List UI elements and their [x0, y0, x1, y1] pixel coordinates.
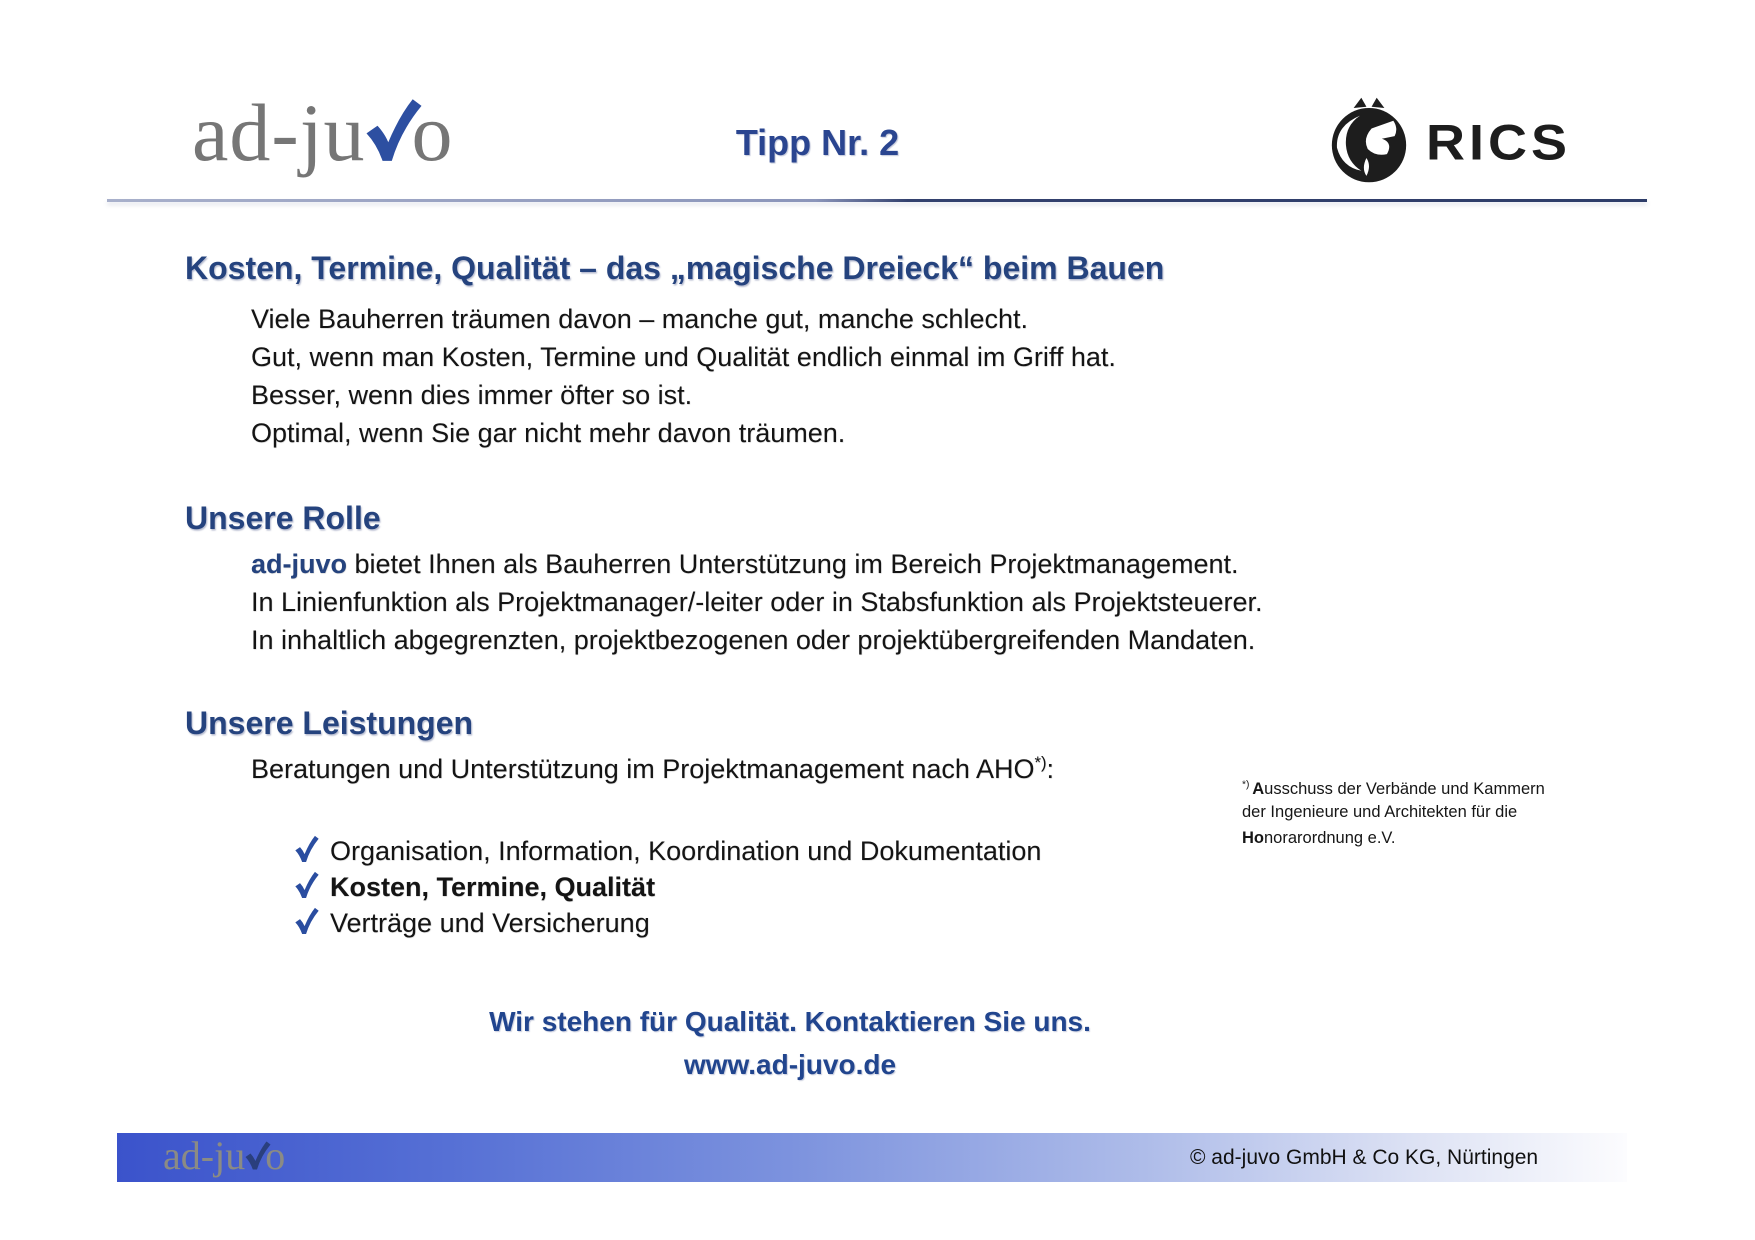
section-heading-triangle: Kosten, Termine, Qualität – das „magische Dreieck“ beim Bauen: [185, 250, 1165, 286]
header-divider: [107, 199, 1647, 202]
paragraph-line: Viele Bauherren träumen davon – manche gut, manche schlecht.: [251, 304, 1028, 334]
paragraph-line: Optimal, wenn Sie gar nicht mehr davon träumen.: [251, 418, 846, 448]
checkmark-icon: [293, 869, 321, 907]
adjuvo-logo-text-left: ad-ju: [192, 87, 366, 178]
section-heading-role: Unsere Rolle: [185, 500, 381, 536]
services-checklist: [293, 833, 1041, 941]
section-heading-services: Unsere Leistungen: [185, 705, 474, 741]
role-paragraph: [251, 545, 1263, 659]
rics-lion-icon: [1328, 96, 1410, 189]
copyright-text: © ad-juvo GmbH & Co KG, Nürtingen: [1190, 1146, 1539, 1169]
checklist-item-label: Verträge und Versicherung: [330, 907, 650, 938]
checkmark-icon: [293, 833, 321, 871]
contact-cta: [0, 1000, 1580, 1086]
paragraph-line: ad-juvo bietet Ihnen als Bauherren Unterstützung im Bereich Projektmanagement.: [251, 549, 1239, 579]
footnote-marker: *): [1034, 753, 1047, 772]
page-title: Tipp Nr. 2: [735, 122, 900, 163]
rics-wordmark: RICS: [1426, 114, 1572, 171]
rics-logo: [1328, 96, 1571, 189]
footnote-line: Honorarordnung e.V.: [1242, 829, 1396, 847]
paragraph-line: Besser, wenn dies immer öfter so ist.: [251, 380, 693, 410]
footnote-line: *) Ausschuss der Verbände und Kammern: [1242, 779, 1545, 798]
checklist-item: [293, 833, 1041, 869]
adjuvo-logo-text-right: o: [411, 87, 454, 178]
paragraph-line: In inhaltlich abgegrenzten, projektbezogenen oder projektübergreifenden Mandaten.: [251, 625, 1256, 655]
checklist-item: [293, 869, 1041, 905]
brand-name-inline: ad-juvo: [251, 549, 348, 579]
checklist-item: [293, 905, 1041, 941]
paragraph-line: In Linienfunktion als Projektmanager/-leiter oder in Stabsfunktion als Projektsteuerer.: [251, 587, 1263, 617]
adjuvo-check-icon: [361, 92, 427, 180]
services-intro: Beratungen und Unterstützung im Projektmanagement nach AHO*):: [251, 753, 1055, 784]
checklist-item-label: Kosten, Termine, Qualität: [330, 871, 656, 902]
paragraph-line: Gut, wenn man Kosten, Termine und Qualität endlich einmal im Griff hat.: [251, 342, 1116, 372]
footer-bar: [117, 1133, 1627, 1182]
checklist-item-label: Organisation, Information, Koordination und Dokumentation: [330, 835, 1042, 866]
aho-footnote: [1242, 778, 1545, 850]
footer-adjuvo-logo: ad-ju o: [163, 1133, 286, 1178]
footnote-line: der Ingenieure und Architekten für die: [1242, 803, 1518, 821]
cta-line: Wir stehen für Qualität. Kontaktieren Sie uns.: [489, 1006, 1091, 1037]
website-url: www.ad-juvo.de: [683, 1049, 897, 1080]
checkmark-icon: [293, 905, 321, 943]
triangle-paragraph: [251, 300, 1116, 452]
